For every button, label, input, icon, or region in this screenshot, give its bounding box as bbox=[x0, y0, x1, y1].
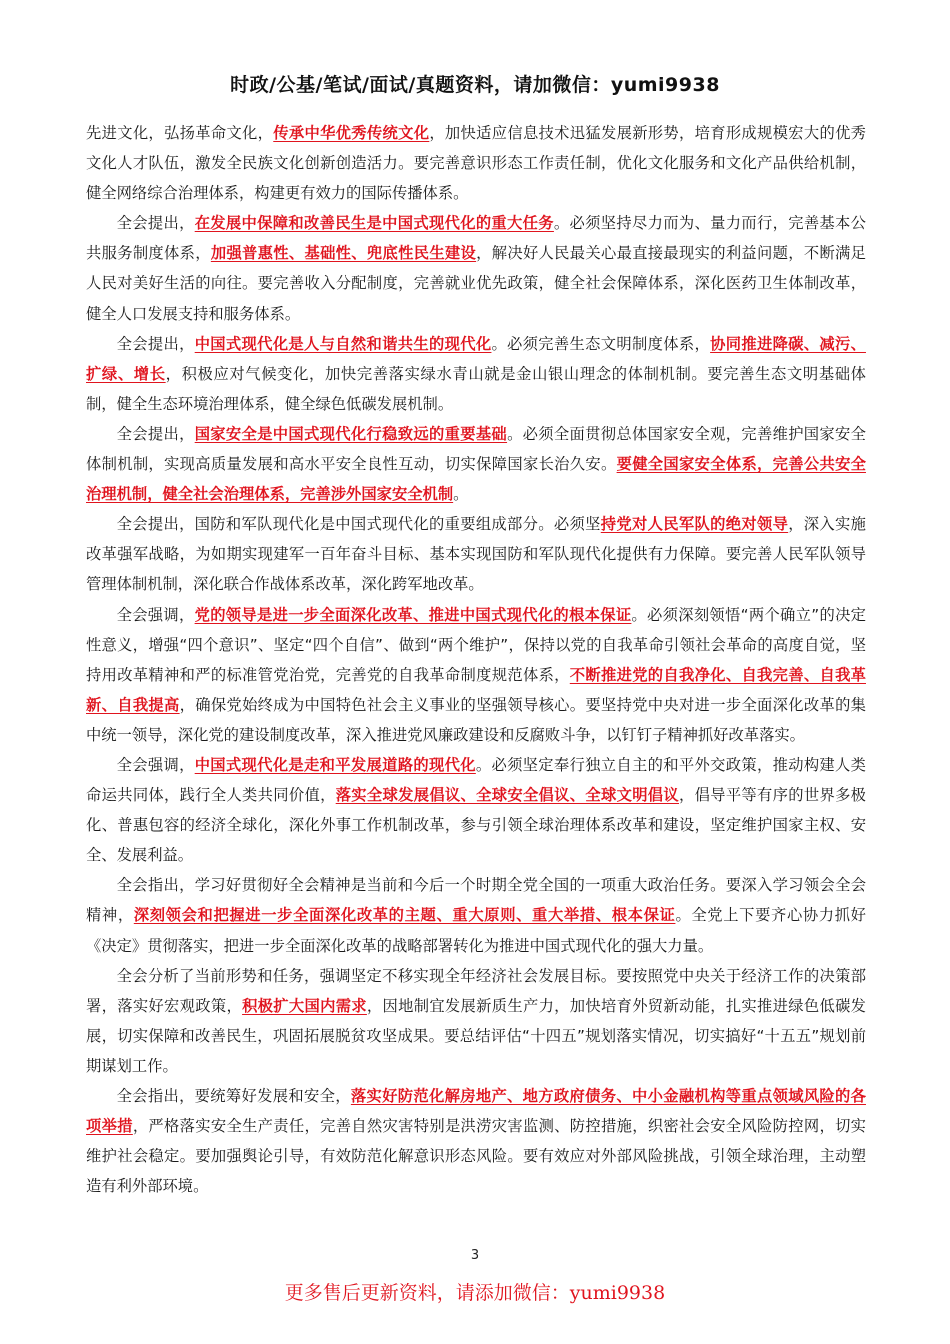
paragraph-text: 全会提出， bbox=[116, 424, 195, 443]
highlighted-phrase: 要健全国家安全体系，完善公共安全治理机制，健全社会治理体系，完善涉外国家安全机制 bbox=[86, 455, 866, 504]
paragraph bbox=[86, 1081, 866, 1201]
paragraph-text: 全会强调， bbox=[116, 605, 195, 624]
paragraph bbox=[86, 870, 866, 960]
paragraph-text: ，确保党始终成为中国特色社会主义事业的坚强领导核心。要坚持党中央对进一步全面深化改革的集中统一领导，深化党的建设制度改革，深入推进党风廉政建设和反腐败斗争，以钉钉子精神抓好改革落实。 bbox=[86, 695, 866, 744]
document-body bbox=[86, 118, 866, 1201]
highlighted-phrase: 落实好防范化解房地产、地方政府债务、中小金融机构等重点领域风险的各项举措 bbox=[86, 1087, 866, 1136]
paragraph-text: 。必须坚定奉行独立自主的和平外交政策，推动构建人类命运共同体，践行全人类共同价值， bbox=[86, 755, 866, 805]
highlighted-phrase: 国家安全是中国式现代化行稳致远的重要基础 bbox=[194, 424, 508, 443]
paragraph bbox=[86, 600, 866, 750]
highlighted-phrase: 深刻领会和把握进一步全面深化改革的主题、重大原则、重大举措、根本保证 bbox=[133, 906, 676, 925]
highlighted-phrase: 落实全球发展倡议、全球安全倡议、全球文明倡议 bbox=[335, 786, 680, 805]
paragraph-text: 。必须完善生态文明制度体系， bbox=[491, 334, 711, 353]
paragraph-text: 。必须深刻领悟“两个确立”的决定性意义，增强“四个意识”、坚定“四个自信”、做到“两个维护”，保持以党的自我革命引领社会革命的高度自觉，坚持用改革精神和严的标准管党治党，完善党的自我革命制度规范体系， bbox=[86, 605, 866, 684]
paragraph bbox=[86, 419, 866, 509]
paragraph bbox=[86, 509, 866, 599]
highlighted-phrase: 中国式现代化是人与自然和谐共生的现代化 bbox=[194, 334, 492, 353]
highlighted-phrase: 党的领导是进一步全面深化改革、推进中国式现代化的根本保证 bbox=[194, 605, 632, 624]
paragraph-text: ，严格落实安全生产责任，完善自然灾害特别是洪涝灾害监测、防控措施，织密社会安全风险防控网，切实维护社会稳定。要加强舆论引导，有效防范化解意识形态风险。要有效应对外部风险挑战，引领全球治理，主动塑造有利外部环境。 bbox=[86, 1117, 866, 1196]
paragraph-text: 全会指出，学习好贯彻好全会精神是当前和今后一个时期全党全国的一项重大政治任务。要深入学习领会全会精神， bbox=[86, 876, 866, 925]
highlighted-phrase: 不断推进党的自我净化、自我完善、自我革新、自我提高 bbox=[86, 665, 866, 714]
paragraph-text: 。 bbox=[453, 485, 469, 504]
paragraph bbox=[86, 961, 866, 1081]
paragraph bbox=[86, 208, 866, 328]
paragraph bbox=[86, 750, 866, 870]
paragraph-text: ，倡导平等有序的世界多极化、普惠包容的经济全球化，深化外事工作机制改革，参与引领全球治理体系改革和建设，坚定维护国家主权、安全、发展利益。 bbox=[86, 786, 866, 865]
paragraph-text: ，加快适应信息技术迅猛发展新形势，培育形成规模宏大的优秀文化人才队伍，激发全民族文化创新创造活力。要完善意识形态工作责任制，优化文化服务和文化产品供给机制，健全网络综合治理体系，构建更有效力的国际传播体系。 bbox=[86, 124, 866, 203]
paragraph-text: 全会分析了当前形势和任务，强调坚定不移实现全年经济社会发展目标。要按照党中央关于经济工作的决策部署，落实好宏观政策， bbox=[86, 966, 866, 1015]
page-number: 3 bbox=[470, 1248, 480, 1263]
paragraph-text: ，因地制宜发展新质生产力，加快培育外贸新动能，扎实推进绿色低碳发展，切实保障和改善民生，巩固拓展脱贫攻坚成果。要总结评估“十四五”规划落实情况，切实搞好“十五五”规划前期谋划工作。 bbox=[86, 996, 866, 1075]
highlighted-phrase: 积极扩大国内需求 bbox=[242, 996, 367, 1015]
paragraph-text: 全会提出， bbox=[116, 214, 195, 233]
paragraph bbox=[86, 118, 866, 208]
paragraph-text: ，解决好人民最关心最直接最现实的利益问题，不断满足人民对美好生活的向往。要完善收入分配制度，完善就业优先政策，健全社会保障体系，深化医药卫生体制改革，健全人口发展支持和服务体系。 bbox=[86, 244, 866, 323]
paragraph-text: 全会提出， bbox=[116, 334, 195, 353]
paragraph-text: ，积极应对气候变化，加快完善落实绿水青山就是金山银山理念的体制机制。要完善生态文明基础体制，健全生态环境治理体系，健全绿色低碳发展机制。 bbox=[86, 364, 866, 413]
highlighted-phrase: 传承中华优秀传统文化 bbox=[273, 124, 430, 142]
highlighted-phrase: 加强普惠性、基础性、兜底性民生建设 bbox=[210, 244, 477, 263]
paragraph-text: 。全党上下要齐心协力抓好《决定》贯彻落实，把进一步全面深化改革的战略部署转化为推进中国式现代化的强大力量。 bbox=[86, 906, 866, 955]
page-footer: 更多售后更新资料，请添加微信：yumi9938 bbox=[284, 1282, 666, 1304]
paragraph-text: 。必须全面贯彻总体国家安全观，完善维护国家安全体制机制，实现高质量发展和高水平安全良性互动，切实保障国家长治久安。 bbox=[86, 424, 866, 474]
highlighted-phrase: 中国式现代化是走和平发展道路的现代化 bbox=[194, 755, 476, 774]
paragraph bbox=[86, 329, 866, 419]
paragraph-text: 。必须坚持尽力而为、量力而行，完善基本公共服务制度体系， bbox=[86, 214, 866, 263]
paragraph-text: ，深入实施改革强军战略，为如期实现建军一百年奋斗目标、基本实现国防和军队现代化提供有力保障。要完善人民军队领导管理体制机制，深化联合作战体系改革，深化跨军地改革。 bbox=[86, 515, 866, 594]
paragraph-text: 全会提出，国防和军队现代化是中国式现代化的重要组成部分。必须坚 bbox=[116, 515, 601, 534]
paragraph-text: 全会强调， bbox=[116, 755, 195, 774]
highlighted-phrase: 在发展中保障和改善民生是中国式现代化的重大任务 bbox=[194, 214, 554, 233]
highlighted-phrase: 协同推进降碳、减污、扩绿、增长 bbox=[86, 334, 866, 383]
page-header: 时政/公基/笔试/面试/真题资料，请加微信：yumi9938 bbox=[230, 74, 720, 96]
paragraph-text: 全会指出，要统筹好发展和安全， bbox=[116, 1087, 351, 1105]
highlighted-phrase: 持党对人民军队的绝对领导 bbox=[600, 515, 789, 534]
paragraph-text: 先进文化，弘扬革命文化， bbox=[86, 124, 274, 142]
